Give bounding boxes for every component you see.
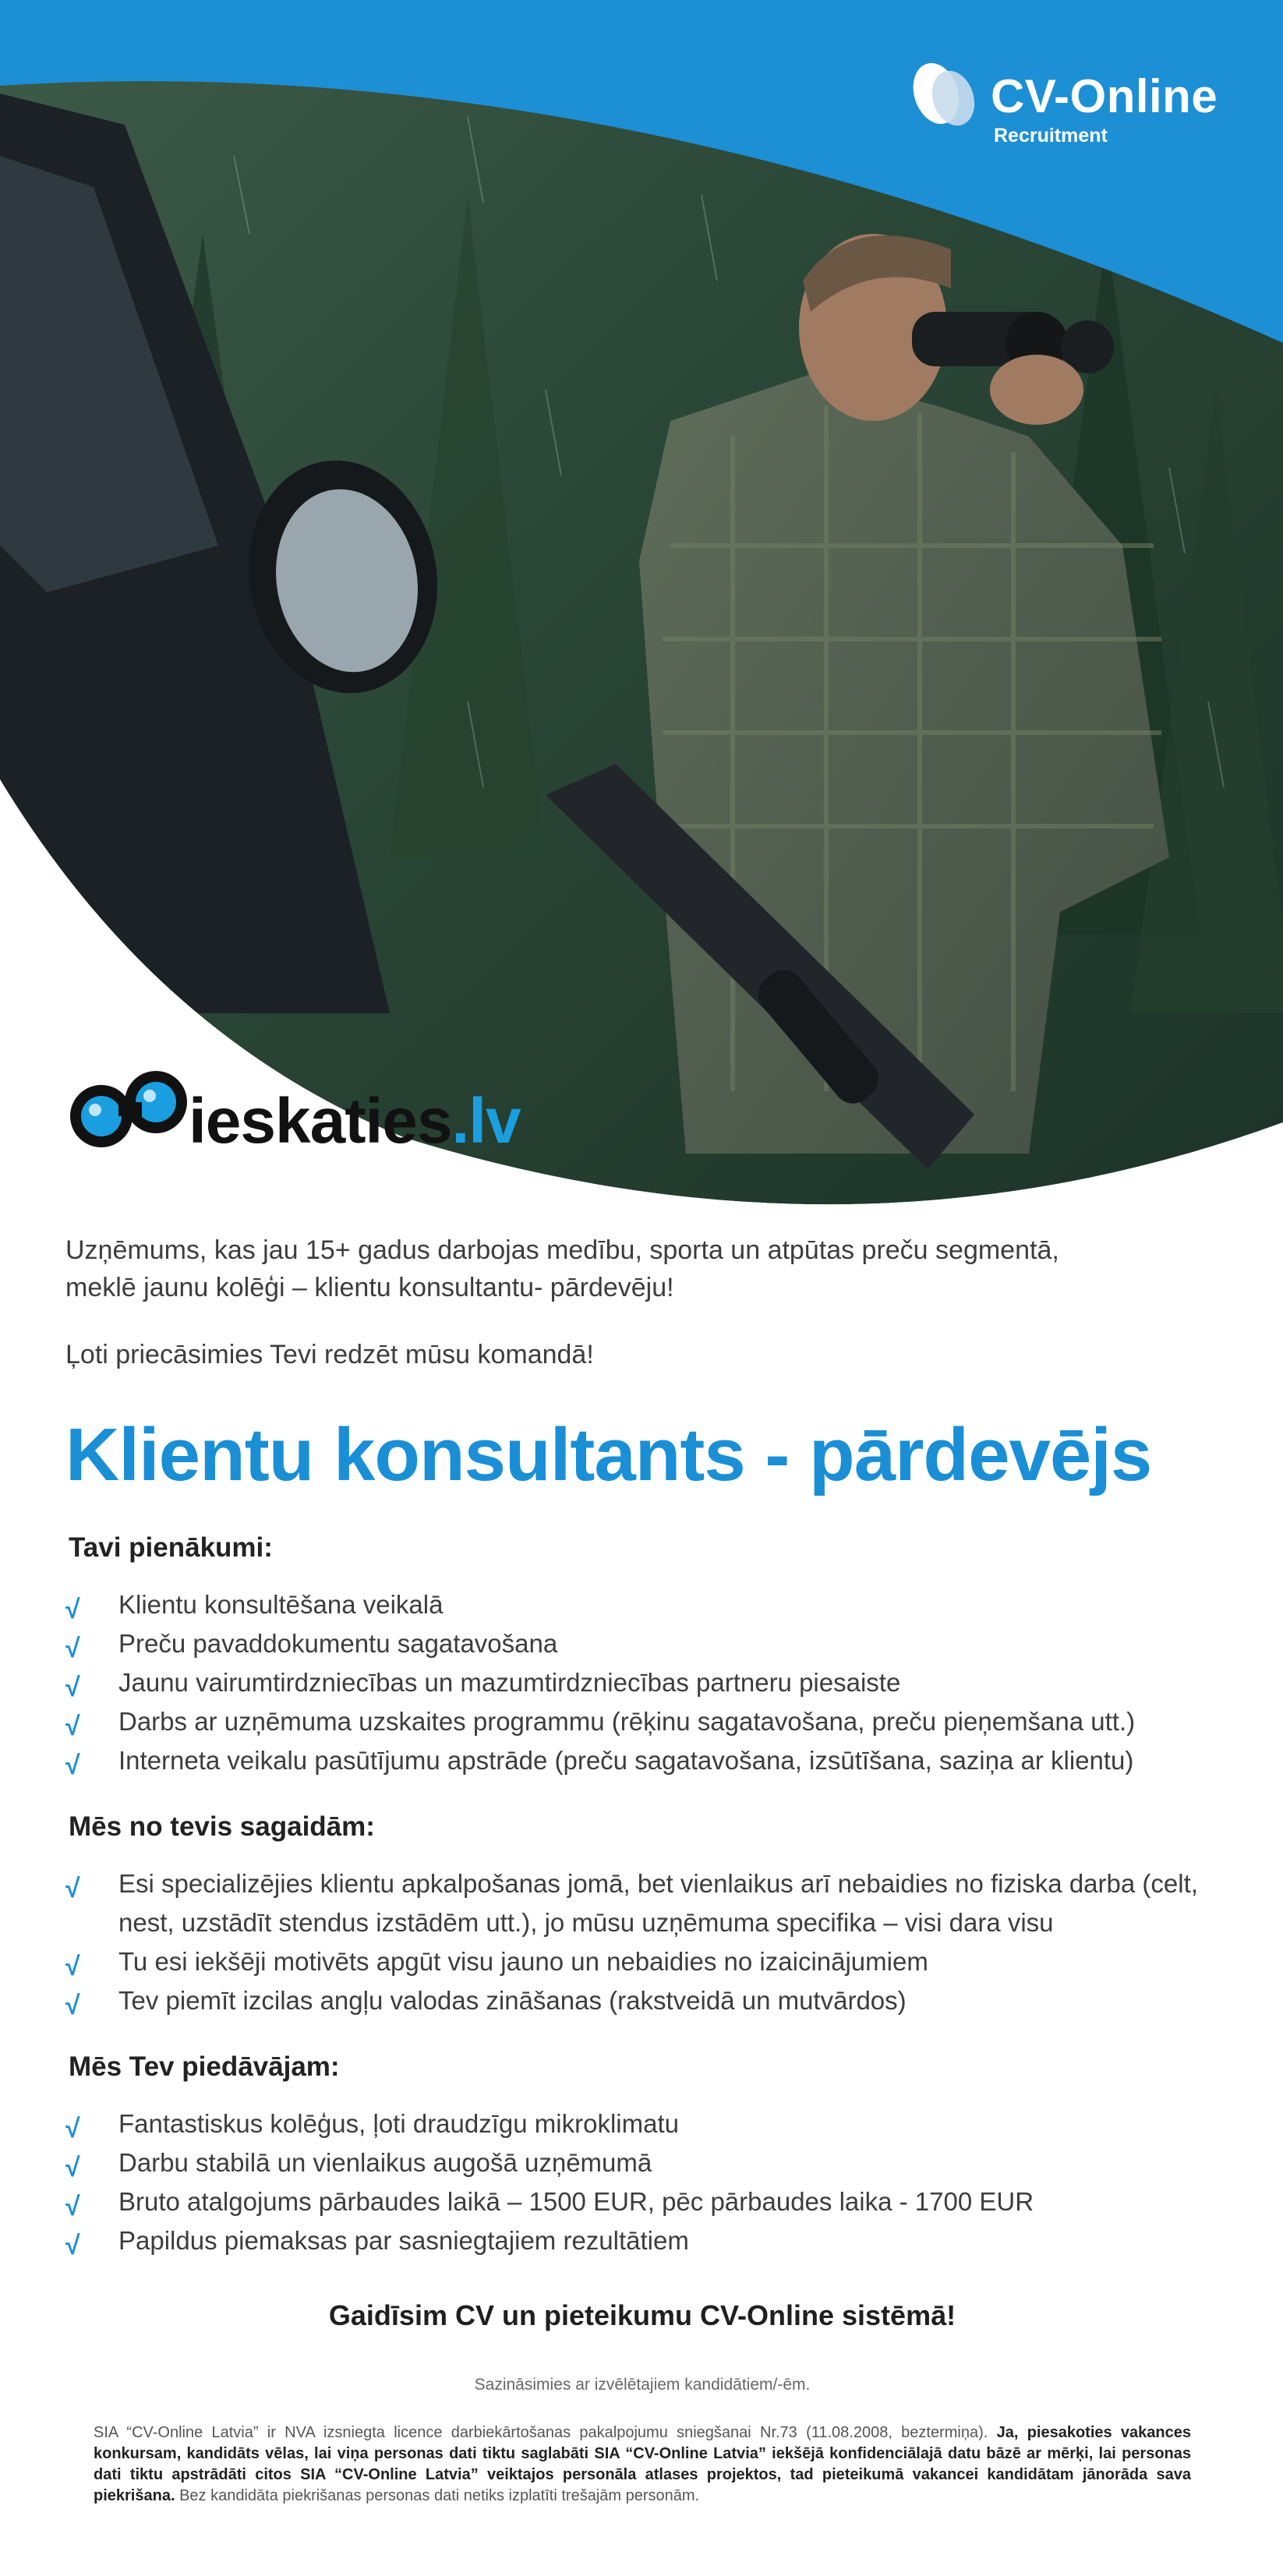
legal-consent: Ja, piesakoties vakances konkursam, kandidāts vēlas, lai viņa personas dati tiktu saglabāti SIA “CV-Online Latvia” iekšējā konfidenciālajā datu bāzē ar mērķi, lai personas dati tiktu apstrādāti citos SIA “CV-Online Latvia” veiktajos personāla atlases projektos, tad pieteikumā vakancei kandidātam jānorāda sava piekrišana. (94, 2423, 1191, 2504)
section-heading: Mēs Tev piedāvājam: (69, 2051, 340, 2082)
cv-online-mark-icon (908, 56, 983, 131)
checkmark-icon: √ (65, 2152, 80, 2182)
checkmark-icon: √ (65, 1873, 80, 1903)
client-tld: .lv (451, 1086, 521, 1157)
expectations-list (65, 1864, 1219, 2020)
intro-line-2: meklē jaunu kolēģi – klientu konsultantu- pārdevēju! (65, 1273, 674, 1302)
job-ad-content (65, 1231, 1219, 2507)
list-item: √ Darbs ar uzņēmuma uzskaites programmu (rēķinu sagatavošana, preču pieņemšana utt.) (65, 1702, 1219, 1741)
brand-sub: Recruitment (994, 125, 1108, 147)
checkmark-icon: √ (65, 2230, 80, 2260)
list-item: √ Interneta veikalu pasūtījumu apstrāde (preču sagatavošana, izsūtīšana, saziņa ar klientu) (65, 1741, 1219, 1780)
call-to-action: Gaidīsim CV un pieteikumu CV-Online sistēmā! (328, 2299, 956, 2331)
checkmark-icon: √ (65, 1951, 80, 1981)
brand-name: CV-Online (991, 70, 1218, 122)
list-item: √ Papildus piemaksas par sasniegtajiem rezultātiem (65, 2221, 1219, 2260)
intro-line-1: Uzņēmums, kas jau 15+ gadus darbojas medību, sporta un atpūtas preču segmentā, (65, 1235, 1059, 1265)
client-name: ieskaties (189, 1086, 452, 1157)
list-item: √ Esi specializējies klientu apkalpošanas jomā, bet vienlaikus arī nebaidies no fiziska darba (celt, nest, uzstādīt stendus izstādēm utt.), jo mūsu uzņēmuma specifika – visi dara visu (65, 1868, 1198, 1937)
hero-banner (0, 0, 1283, 1216)
list-item: √ Bruto atalgojums pārbaudes laikā – 1500 EUR, pēc pārbaudes laika - 1700 EUR (65, 2182, 1219, 2221)
section-heading: Mēs no tevis sagaidām: (69, 1811, 375, 1842)
welcome-text: Ļoti priecāsimies Tevi redzēt mūsu komandā! (65, 1340, 594, 1369)
legal-license: SIA “CV-Online Latvia” ir NVA izsniegta licence darbiekārtošanas pakalpojumu sniegšanai Nr.73 (11.08.2008, beztermiņa). (94, 2423, 988, 2441)
checkmark-icon: √ (65, 1711, 80, 1741)
list-item: √ Klientu konsultēšana veikalā (65, 1585, 1219, 1624)
job-title: Klientu konsultants - pārdevējs (65, 1413, 1152, 1496)
section-heading: Tavi pienākumi: (69, 1532, 273, 1563)
list-item: √ Darbu stabilā un vienlaikus augošā uzņēmumā (65, 2143, 1219, 2182)
list-item: √ Preču pavaddokumentu sagatavošana (65, 1624, 1219, 1663)
list-item: √ Tev piemīt izcilas angļu valodas zināšanas (rakstveidā un mutvārdos) (65, 1981, 1219, 2020)
client-logo (64, 1068, 521, 1157)
section-offer (65, 2051, 1219, 2260)
checkmark-icon: √ (65, 1633, 80, 1663)
checkmark-icon: √ (65, 2191, 80, 2221)
checkmark-icon: √ (65, 1750, 80, 1780)
list-item: √ Fantastiskus kolēģus, ļoti draudzīgu mikroklimatu (65, 2104, 1219, 2143)
offer-list (65, 2104, 1219, 2260)
cv-online-logo (908, 56, 1218, 147)
checkmark-icon: √ (65, 2113, 80, 2143)
contact-note: Sazināsimies ar izvēlētajiem kandidātiem/-ēm. (474, 2375, 811, 2394)
duties-list (65, 1585, 1219, 1780)
section-duties (65, 1532, 1219, 1780)
binoculars-icon (64, 1068, 196, 1154)
checkmark-icon: √ (65, 1990, 80, 2020)
intro-text (65, 1231, 1219, 1306)
hero-photo (0, 0, 1283, 1216)
checkmark-icon: √ (65, 1594, 80, 1624)
list-item: √ Tu esi iekšēji motivēts apgūt visu jauno un nebaidies no izaicinājumiem (65, 1942, 1219, 1981)
legal-disclaimer (94, 2422, 1191, 2507)
legal-privacy: Bez kandidāta piekrišanas personas dati netiks izplatīti trešajām personām. (179, 2486, 700, 2504)
section-expectations (65, 1811, 1219, 2020)
checkmark-icon: √ (65, 1672, 80, 1702)
list-item: √ Jaunu vairumtirdzniecības un mazumtirdzniecības partneru piesaiste (65, 1663, 1219, 1702)
